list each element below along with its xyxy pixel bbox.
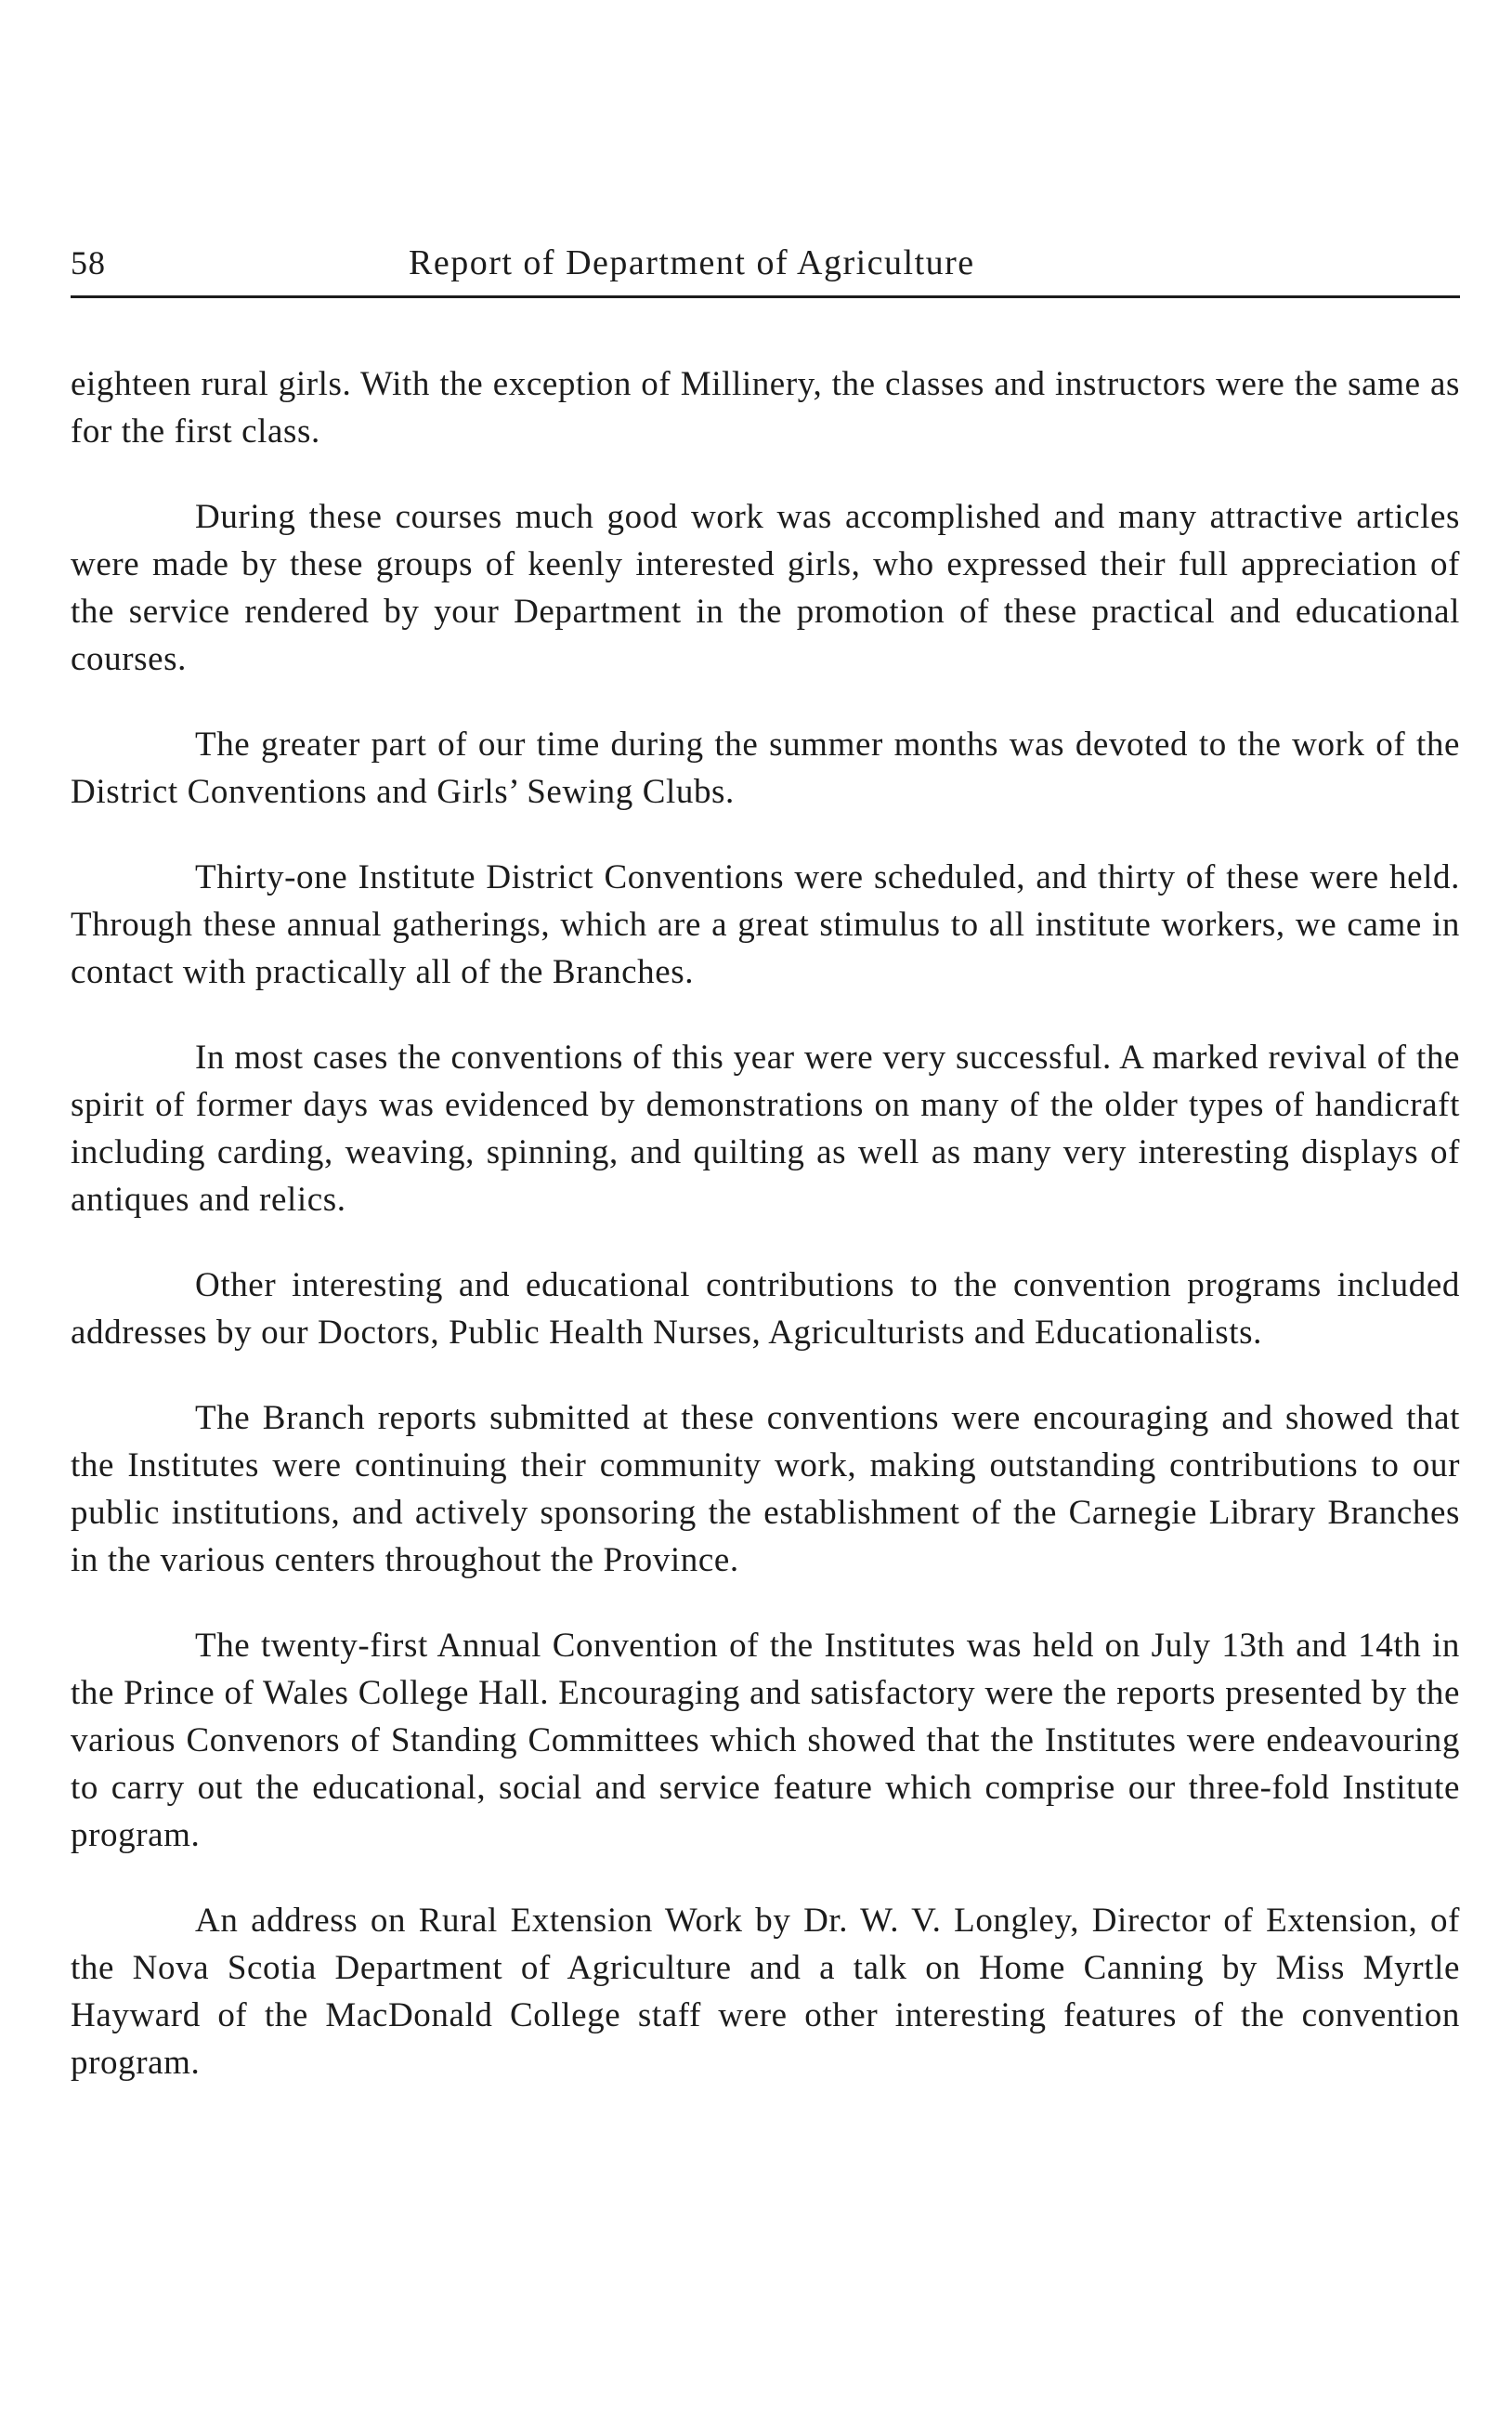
paragraph-district-conventions: Thirty-one Institute District Conventions were scheduled, and thirty of these were held. Through these annual gatherings, which are a great stimulus to all institute workers, we came in contact with practically all of the Branches.	[71, 858, 1460, 991]
paragraph-summer-months: The greater part of our time during the summer months was devoted to the work of the District Conventions and Girls’ Sewing Clubs.	[71, 726, 1460, 811]
paragraph-conventions-success: In most cases the conventions of this year were very successful. A marked revival of the spirit of former days was evidenced by demonstrations on many of the older types of handicraft including carding, weaving, spinning, and quilting as well as many very interesting displays of antiques and relics.	[71, 1039, 1460, 1219]
running-title: Report of Department of Agriculture	[409, 243, 975, 282]
paragraph-continued: eighteen rural girls. With the exception of Millinery, the classes and instructors were the same as for the first class.	[71, 365, 1460, 451]
paragraph-address: An address on Rural Extension Work by Dr. W. V. Longley, Director of Extension, of the Nova Scotia Department of Agriculture and a talk on Home Canning by Miss Myrtle Hayward of the MacDonald College staff were other interesting features of the convention program.	[71, 1902, 1460, 2082]
paragraph-contributions: Other interesting and educational contributions to the convention programs included addresses by our Doctors, Public Health Nurses, Agriculturists and Educationalists.	[71, 1266, 1460, 1352]
paragraph-annual-convention: The twenty-first Annual Convention of the Institutes was held on July 13th and 14th in the Prince of Wales College Hall. Encouraging and satisfactory were the reports presented by the various Convenors of Standing Committees which showed that the Institutes were endeavouring to carry out the educational, social and service feature which comprise our three-fold Institute program.	[71, 1627, 1460, 1854]
paragraph-courses-work: During these courses much good work was accomplished and many attractive articles were made by these groups of keenly interested girls, who expressed their full appreciation of the service rendered by your Department in the promotion of these practical and educational courses.	[71, 498, 1460, 678]
page-header	[71, 240, 1460, 298]
body-text	[71, 360, 1460, 2086]
page-number: 58	[71, 244, 106, 281]
paragraph-branch-reports: The Branch reports submitted at these conventions were encouraging and showed that the Institutes were continuing their community work, making outstanding contributions to our public institutions, and actively sponsoring the establishment of the Carnegie Library Branches in the various centers throughout the Province.	[71, 1399, 1460, 1579]
